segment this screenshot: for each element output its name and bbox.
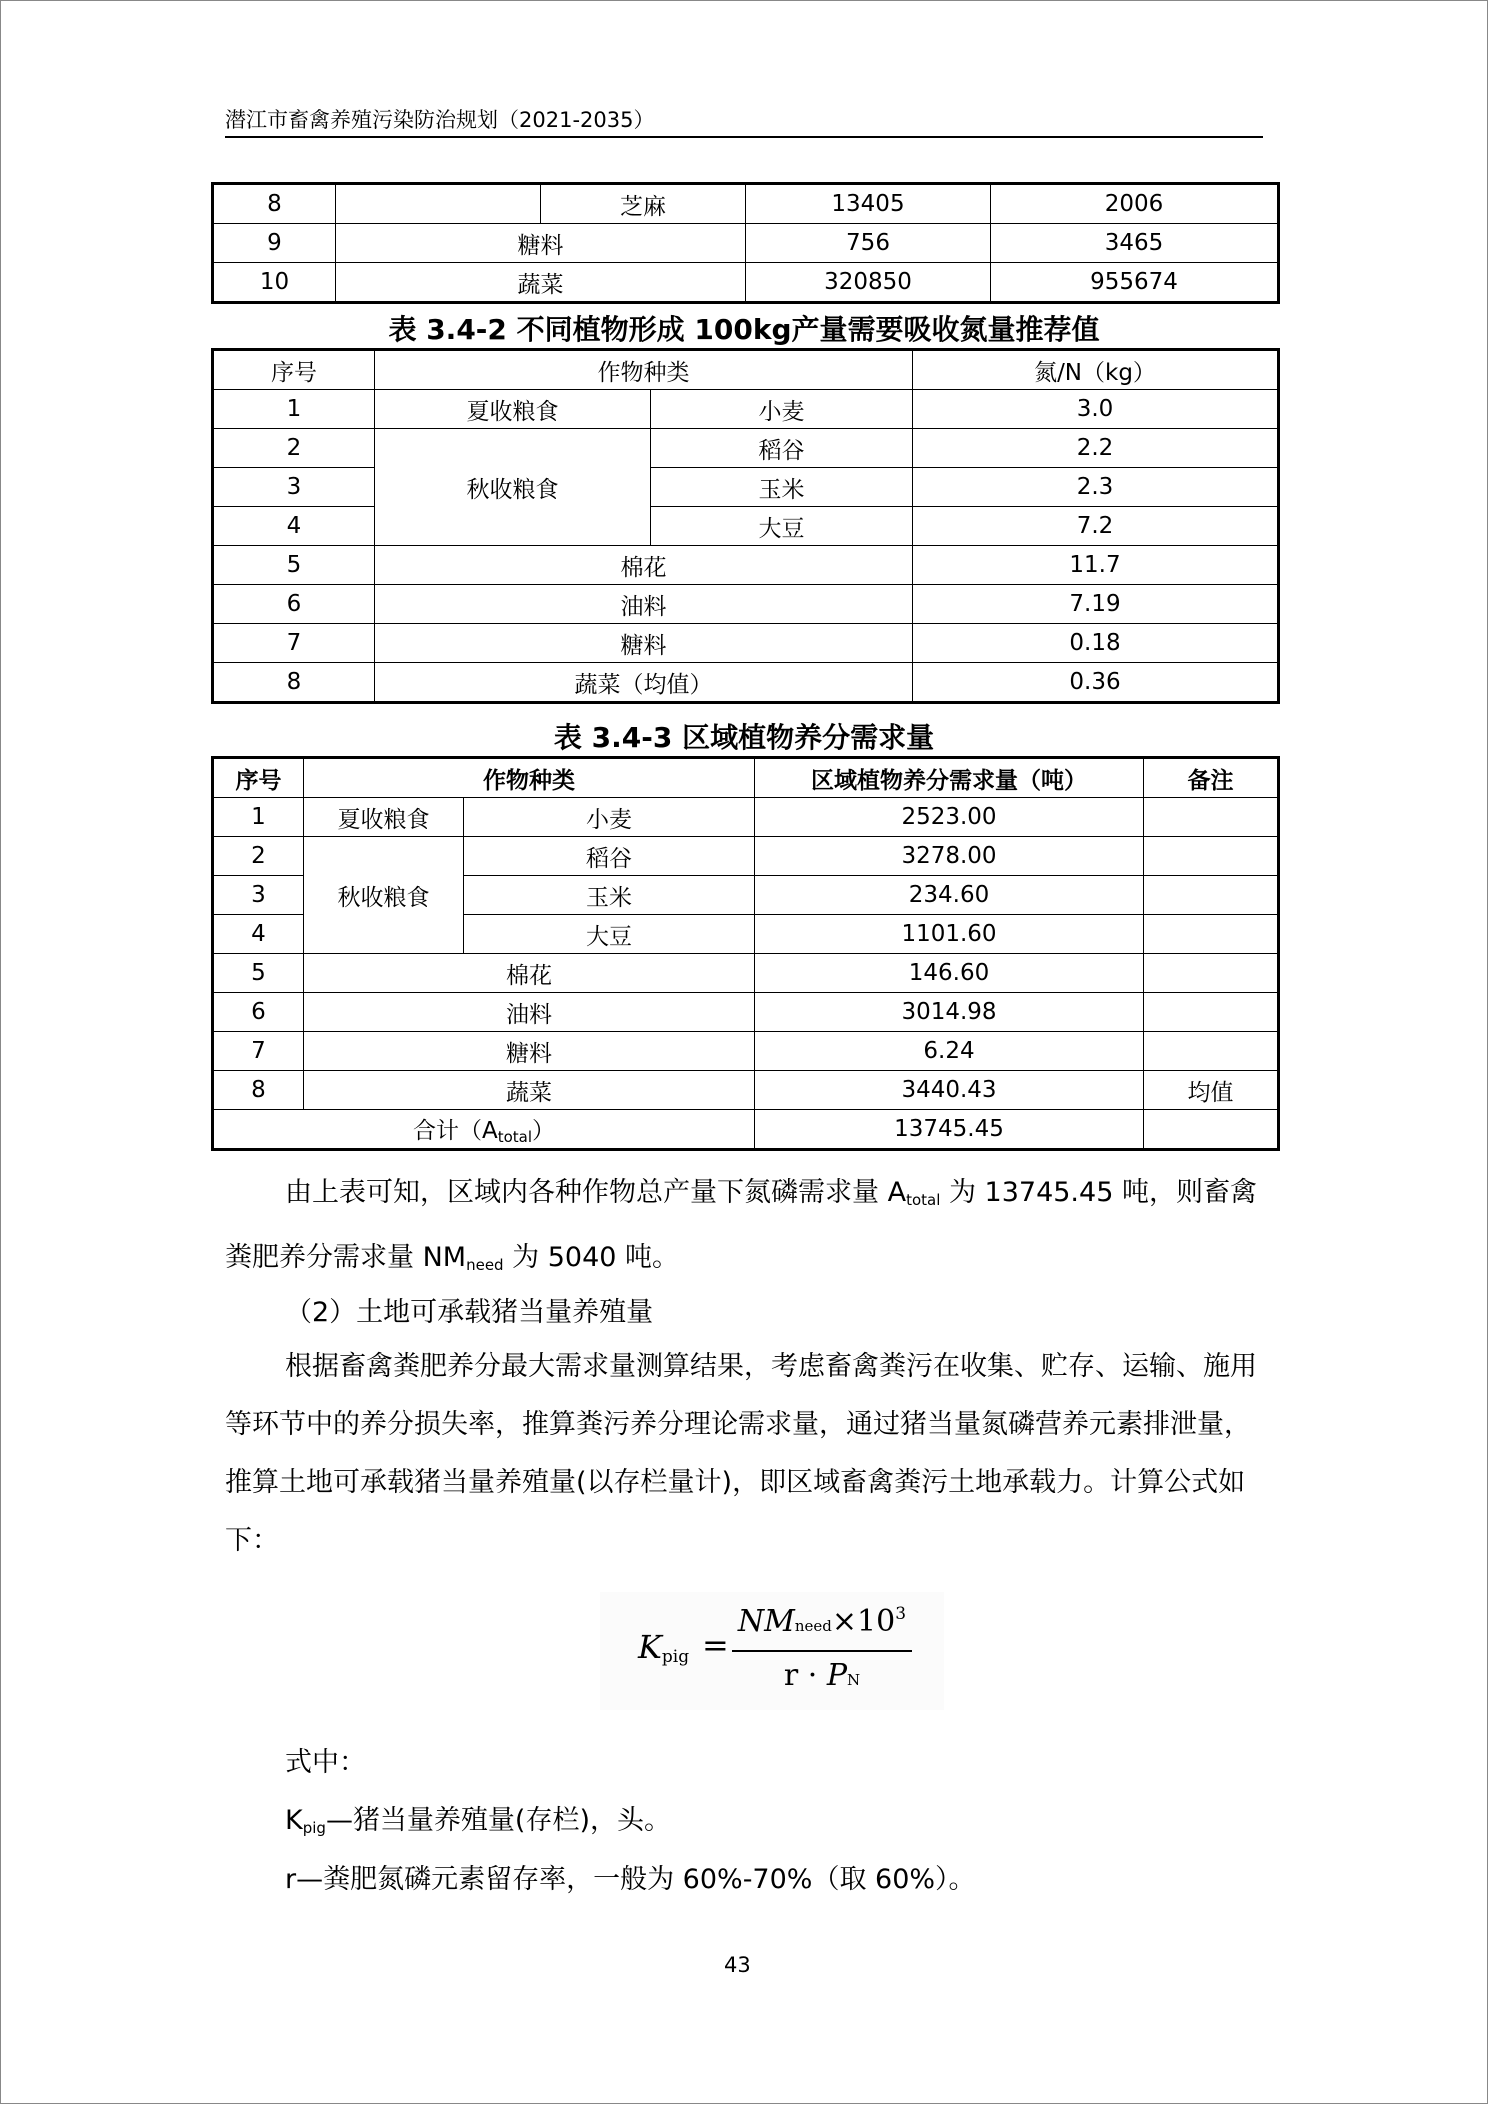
cell-no: 4 bbox=[213, 507, 375, 546]
formula-lhs: $K_{pig}$ bbox=[638, 1628, 690, 1667]
cell-note bbox=[1144, 837, 1279, 876]
table-caption: 表 3.4-2 不同植物形成 100kg产量需要吸收氮量推荐值 bbox=[388, 313, 1100, 346]
header-crop: 作物种类 bbox=[304, 758, 755, 798]
cell-group-empty bbox=[336, 184, 541, 224]
cell-no: 1 bbox=[213, 390, 375, 429]
table-row bbox=[213, 585, 1279, 624]
section-heading: （2）土地可承载猪当量养殖量 bbox=[285, 1297, 654, 1328]
table-regional-nutrient-demand bbox=[211, 756, 1280, 1151]
table-header-row bbox=[213, 758, 1279, 798]
cell-value: 2523.00 bbox=[755, 798, 1144, 837]
header-no: 序号 bbox=[213, 758, 304, 798]
table-row bbox=[213, 263, 1279, 303]
table-nitrogen-uptake bbox=[211, 348, 1280, 704]
cell-total-value: 13745.45 bbox=[755, 1110, 1144, 1150]
header-demand: 区域植物养分需求量（吨） bbox=[755, 758, 1144, 798]
cell-crop: 芝麻 bbox=[541, 184, 746, 224]
cell-value: 234.60 bbox=[755, 876, 1144, 915]
table-row bbox=[213, 224, 1279, 263]
formula-equals: = bbox=[702, 1626, 729, 1664]
cell-value: 0.36 bbox=[913, 663, 1279, 703]
cell-value: 3278.00 bbox=[755, 837, 1144, 876]
paragraph-summary: 由上表可知，区域内各种作物总产量下氮磷需求量 $A_{total}$ 为 13745.45 吨，则畜禽粪肥养分需求量 $NM_{need}$ 为 5040 吨。 bbox=[225, 1177, 1257, 1274]
cell-value: 11.7 bbox=[913, 546, 1279, 585]
cell-crop: 玉米 bbox=[464, 876, 755, 915]
table-total-row bbox=[213, 1110, 1279, 1150]
cell-crop: 大豆 bbox=[651, 507, 913, 546]
cell-note bbox=[1144, 1110, 1279, 1150]
header-note: 备注 bbox=[1144, 758, 1279, 798]
paragraph-method: 根据畜禽粪肥养分最大需求量测算结果，考虑畜禽粪污在收集、贮存、运输、施用等环节中的养分损失率，推算粪污养分理论需求量，通过猪当量氮磷营养元素排泄量，推算土地可承载猪当量养殖量(以存栏量计)，即区域畜禽粪污土地承载力。计算公式如下： bbox=[225, 1351, 1257, 1556]
cell-crop: 玉米 bbox=[651, 468, 913, 507]
formula-denominator: r · PN bbox=[783, 1658, 861, 1693]
cell-no: 3 bbox=[213, 876, 304, 915]
cell-crop: 棉花 bbox=[304, 954, 755, 993]
table-row bbox=[213, 468, 1279, 507]
cell-group: 夏收粮食 bbox=[375, 390, 651, 429]
formula-image bbox=[600, 1592, 944, 1710]
cell-crop: 稻谷 bbox=[464, 837, 755, 876]
cell-no: 7 bbox=[213, 1032, 304, 1071]
formula-numerator: $NMneed\times 10^3$ bbox=[737, 1604, 907, 1639]
cell-crop: 稻谷 bbox=[651, 429, 913, 468]
cell-value: 2006 bbox=[991, 184, 1279, 224]
cell-group: 秋收粮食 bbox=[375, 429, 651, 546]
table-crop-output-continued bbox=[211, 182, 1280, 304]
cell-group: 秋收粮食 bbox=[304, 837, 464, 954]
definition-r: r—粪肥氮磷元素留存率，一般为 60%-70%（取 60%）。 bbox=[285, 1864, 976, 1895]
cell-value: 1101.60 bbox=[755, 915, 1144, 954]
running-header: 潜江市畜禽养殖污染防治规划（2021-2035） bbox=[225, 108, 655, 132]
cell-no: 8 bbox=[213, 1071, 304, 1110]
cell-value: 320850 bbox=[746, 263, 991, 303]
cell-no: 1 bbox=[213, 798, 304, 837]
cell-crop: 蔬菜 bbox=[336, 263, 746, 303]
cell-value: 0.18 bbox=[913, 624, 1279, 663]
cell-value: 2.3 bbox=[913, 468, 1279, 507]
cell-note bbox=[1144, 915, 1279, 954]
formula-fraction-bar bbox=[732, 1650, 912, 1652]
cell-value: 146.60 bbox=[755, 954, 1144, 993]
table-row bbox=[213, 184, 1279, 224]
table-row bbox=[213, 429, 1279, 468]
cell-note bbox=[1144, 954, 1279, 993]
table-row bbox=[213, 663, 1279, 703]
table-row bbox=[213, 1032, 1279, 1071]
header-crop: 作物种类 bbox=[375, 350, 913, 390]
cell-crop: 大豆 bbox=[464, 915, 755, 954]
cell-note bbox=[1144, 1032, 1279, 1071]
cell-value: 3.0 bbox=[913, 390, 1279, 429]
cell-crop: 糖料 bbox=[336, 224, 746, 263]
cell-no: 5 bbox=[213, 954, 304, 993]
cell-crop: 糖料 bbox=[304, 1032, 755, 1071]
cell-no: 2 bbox=[213, 429, 375, 468]
cell-crop: 蔬菜 bbox=[304, 1071, 755, 1110]
cell-no: 5 bbox=[213, 546, 375, 585]
page-number: 43 bbox=[724, 1953, 751, 1977]
cell-crop: 蔬菜（均值） bbox=[375, 663, 913, 703]
table-row bbox=[213, 993, 1279, 1032]
cell-no: 8 bbox=[213, 184, 336, 224]
cell-value: 2.2 bbox=[913, 429, 1279, 468]
cell-no: 4 bbox=[213, 915, 304, 954]
cell-value: 3440.43 bbox=[755, 1071, 1144, 1110]
cell-note bbox=[1144, 993, 1279, 1032]
cell-value: 955674 bbox=[991, 263, 1279, 303]
cell-value: 756 bbox=[746, 224, 991, 263]
header-nitrogen: 氮/N（kg） bbox=[913, 350, 1279, 390]
cell-note: 均值 bbox=[1144, 1071, 1279, 1110]
table-row bbox=[213, 954, 1279, 993]
definition-kpig: $K_{pig}—$猪当量养殖量(存栏)，头。 bbox=[285, 1805, 672, 1837]
cell-note bbox=[1144, 798, 1279, 837]
where-label: 式中： bbox=[285, 1747, 366, 1778]
table-row bbox=[213, 507, 1279, 546]
table-header-row bbox=[213, 350, 1279, 390]
cell-crop: 油料 bbox=[304, 993, 755, 1032]
cell-value: 7.2 bbox=[913, 507, 1279, 546]
cell-no: 3 bbox=[213, 468, 375, 507]
cell-crop: 油料 bbox=[375, 585, 913, 624]
cell-value: 6.24 bbox=[755, 1032, 1144, 1071]
cell-no: 7 bbox=[213, 624, 375, 663]
cell-no: 6 bbox=[213, 585, 375, 624]
table-row bbox=[213, 390, 1279, 429]
header-no: 序号 bbox=[213, 350, 375, 390]
cell-total-label: 合计$(A_{total})$ bbox=[213, 1110, 755, 1150]
cell-value: 3014.98 bbox=[755, 993, 1144, 1032]
table-row bbox=[213, 624, 1279, 663]
table-row bbox=[213, 546, 1279, 585]
table-row bbox=[213, 1071, 1279, 1110]
cell-group: 夏收粮食 bbox=[304, 798, 464, 837]
cell-no: 9 bbox=[213, 224, 336, 263]
cell-no: 2 bbox=[213, 837, 304, 876]
header-rule bbox=[225, 136, 1263, 138]
table-row bbox=[213, 798, 1279, 837]
table-caption: 表 3.4-3 区域植物养分需求量 bbox=[553, 721, 935, 754]
cell-no: 10 bbox=[213, 263, 336, 303]
cell-crop: 小麦 bbox=[651, 390, 913, 429]
cell-no: 6 bbox=[213, 993, 304, 1032]
cell-no: 8 bbox=[213, 663, 375, 703]
cell-value: 13405 bbox=[746, 184, 991, 224]
cell-value: 3465 bbox=[991, 224, 1279, 263]
cell-value: 7.19 bbox=[913, 585, 1279, 624]
table-row bbox=[213, 837, 1279, 876]
cell-crop: 糖料 bbox=[375, 624, 913, 663]
cell-crop: 棉花 bbox=[375, 546, 913, 585]
cell-crop: 小麦 bbox=[464, 798, 755, 837]
cell-note bbox=[1144, 876, 1279, 915]
